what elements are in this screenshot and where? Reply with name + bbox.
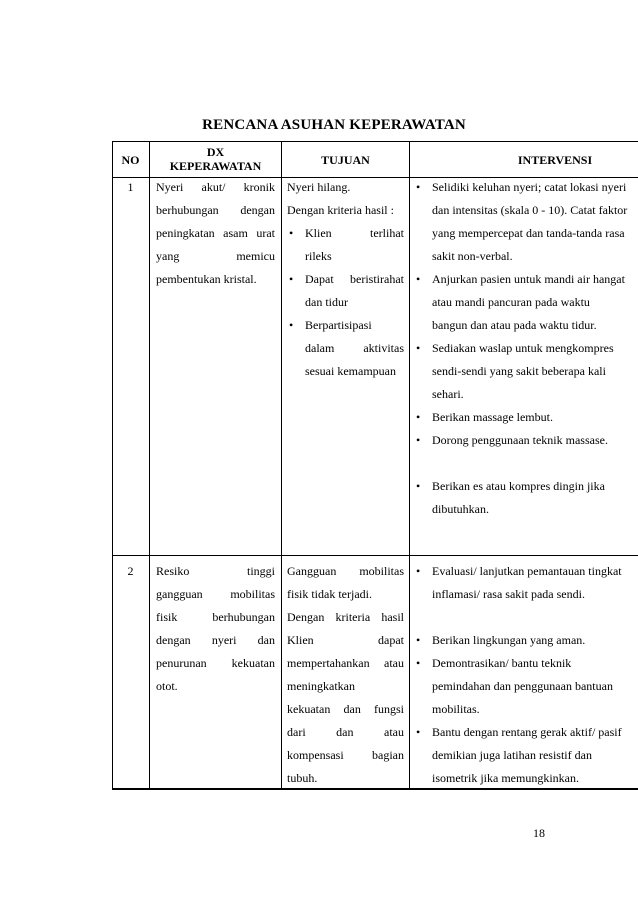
bullet-icon: • (416, 656, 421, 670)
row2-tujuan (287, 560, 404, 790)
row1-intervensi-item: • Dorong penggunaan teknik massase. (414, 429, 638, 452)
table-top-border (112, 141, 638, 142)
bullet-icon: • (289, 272, 294, 286)
page-number: 18 (533, 826, 545, 840)
row2-dx-line: otot. (156, 679, 178, 693)
row2-tujuan-line: kekuatan dan fungsi (287, 702, 404, 716)
row1-intervensi-item: • Anjurkan pasien untuk mandi air hangat atau mandi pancuran pada waktu bangun dan atau pada waktu tidur. (414, 268, 638, 337)
bullet-icon: • (416, 272, 421, 286)
row1-dx-line: Nyeri akut/ kronik (156, 180, 275, 194)
row1-tujuan (287, 176, 404, 383)
row1-intervensi-item: • Selidiki keluhan nyeri; catat lokasi nyeri dan intensitas (skala 0 - 10). Catat faktor yang mempercepat dan tanda-tanda rasa sakit non-verbal. (414, 176, 638, 268)
bullet-icon: • (416, 433, 421, 447)
spacer (414, 606, 638, 629)
row2-intervensi-item: • Evaluasi/ lanjutkan pemantauan tingkat inflamasi/ rasa sakit pada sendi. (414, 560, 638, 606)
row1-dx-line: berhubungan dengan (156, 203, 275, 217)
row1-tujuan-line: Nyeri hilang. (287, 180, 351, 194)
row2-tujuan-line: Gangguan mobilitas (287, 564, 404, 578)
bullet-icon: • (289, 226, 294, 240)
row1-intervensi-item: • Sediakan waslap untuk mengkompres sendi-sendi yang sakit beberapa kali sehari. (414, 337, 638, 406)
row2-intervensi (414, 560, 638, 790)
header-intervensi: INTERVENSI (517, 153, 593, 167)
row1-dx (156, 176, 275, 291)
col-border-tujuan (409, 141, 410, 790)
row2-dx-line: fisik berhubungan (156, 610, 275, 624)
col-border-no (149, 141, 150, 790)
bullet-icon: • (416, 479, 421, 493)
row1-tujuan-bullet: • Berpartisipasi dalam aktivitas sesuai kemampuan (287, 314, 404, 383)
row2-dx-line: dengan nyeri dan (156, 633, 275, 647)
row2-dx-line: gangguan mobilitas (156, 587, 275, 601)
bullet-icon: • (416, 341, 421, 355)
bullet-icon: • (416, 633, 421, 647)
row1-intervensi (414, 176, 638, 521)
row2-intervensi-item: • Berikan lingkungan yang aman. (414, 629, 638, 652)
spacer (414, 452, 638, 475)
header-dx (150, 145, 281, 173)
header-dx-line2: KEPERAWATAN (169, 159, 262, 173)
bullet-icon: • (416, 725, 421, 739)
document-title: RENCANA ASUHAN KEPERAWATAN (202, 117, 466, 133)
row1-dx-line: pembentukan kristal. (156, 272, 257, 286)
row2-dx-line: Resiko tinggi (156, 564, 275, 578)
row2-no: 2 (127, 564, 134, 578)
header-no: NO (121, 153, 140, 167)
row1-intervensi-item: • Berikan es atau kompres dingin jika dibutuhkan. (414, 475, 638, 521)
header-dx-line1: DX (206, 145, 225, 159)
row2-intervensi-item: • Bantu dengan rentang gerak aktif/ pasif demikian juga latihan resistif dan isometrik jika memungkinkan. (414, 721, 638, 790)
row2-tujuan-line: tubuh. (287, 771, 318, 785)
col-border-left (112, 141, 113, 790)
row2-tujuan-line: Klien dapat (287, 633, 404, 647)
row2-tujuan-line: kompensasi bagian (287, 748, 404, 762)
row2-tujuan-line: meningkatkan (287, 679, 355, 693)
row1-tujuan-bullet: • Klien terlihat rileks (287, 222, 404, 268)
row1-intervensi-item: • Berikan massage lembut. (414, 406, 638, 429)
row2-tujuan-line: dari dan atau (287, 725, 404, 739)
row-divider (112, 555, 638, 556)
row2-dx-line: penurunan kekuatan (156, 656, 275, 670)
row2-tujuan-line: Dengan kriteria hasil (287, 610, 404, 624)
row2-tujuan-line: fisik tidak terjadi. (287, 587, 372, 601)
row2-intervensi-item: • Demontrasikan/ bantu teknik pemindahan dan penggunaan bantuan mobilitas. (414, 652, 638, 721)
bullet-icon: • (416, 180, 421, 194)
bullet-icon: • (416, 564, 421, 578)
bullet-icon: • (416, 410, 421, 424)
row2-tujuan-line: mempertahankan atau (287, 656, 404, 670)
row1-no: 1 (127, 180, 134, 194)
row1-dx-line: peningkatan asam urat (156, 226, 275, 240)
row2-dx (156, 560, 275, 698)
row1-tujuan-bullet: • Dapat beristirahat dan tidur (287, 268, 404, 314)
row1-dx-line: yang memicu (156, 249, 275, 263)
col-border-dx (281, 141, 282, 790)
header-tujuan: TUJUAN (321, 153, 370, 167)
bullet-icon: • (289, 318, 294, 332)
row1-tujuan-line: Dengan kriteria hasil : (287, 203, 394, 217)
